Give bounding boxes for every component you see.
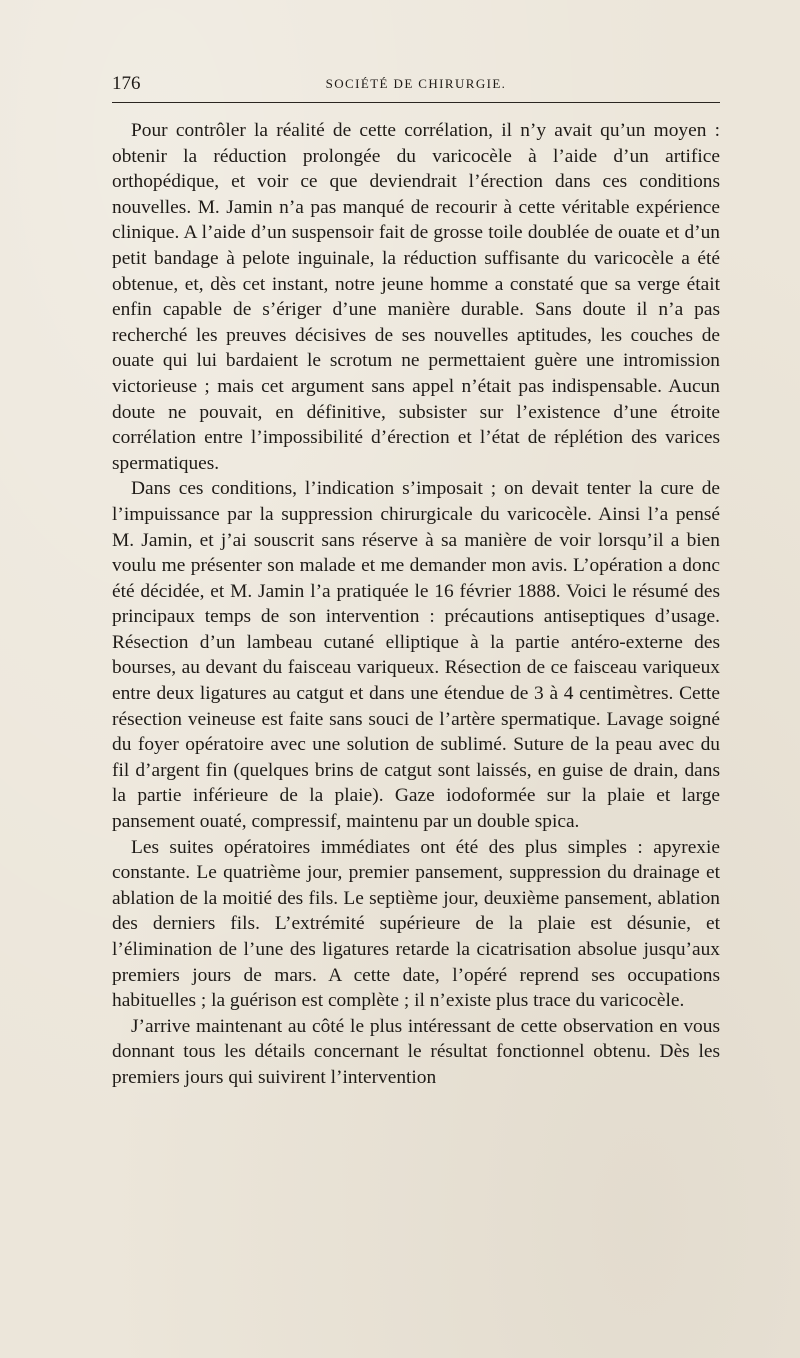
body-text bbox=[112, 118, 720, 1091]
header-rule bbox=[112, 102, 720, 103]
running-head bbox=[112, 72, 720, 96]
paragraph: Dans ces conditions, l’indication s’imposait ; on devait tenter la cure de l’impuissance par la suppression chirurgicale du varicocèle. Ainsi l’a pensé M. Jamin, et j’ai souscrit sans réserve à sa manière de voir lorsqu’il a bien voulu me présenter son malade et me demander mon avis. L’opération a donc été décidée, et M. Jamin l’a pratiquée le 16 février 1888. Voici le résumé des principaux temps de son intervention : précautions antiseptiques d’usage. Résection d’un lambeau cutané elliptique à la partie antéro-externe des bourses, au devant du faisceau variqueux. Résection de ce faisceau variqueux entre deux ligatures au catgut et dans une étendue de 3 à 4 centimètres. Cette résection veineuse est faite sans souci de l’artère spermatique. Lavage soigné du foyer opératoire avec une solution de sublimé. Suture de la peau avec du fil d’argent fin (quelques brins de catgut sont laissés, en guise de drain, dans la partie inférieure de la plaie). Gaze iodoformée sur la plaie et large pansement ouaté, compressif, maintenu par un double spica. bbox=[112, 478, 720, 833]
paragraph: J’arrive maintenant au côté le plus intéressant de cette observation en vous donnant tous les détails concernant le résultat fonctionnel obtenu. Dès les premiers jours qui suivirent l’intervention bbox=[112, 1015, 720, 1088]
page-number: 176 bbox=[112, 73, 141, 94]
paragraph: Les suites opératoires immédiates ont été des plus simples : apyrexie constante. Le quatrième jour, premier pansement, suppression du drainage et ablation de la moitié des fils. Le septième jour, deuxième pansement, ablation des derniers fils. L’extrémité supérieure de la plaie est désunie, et l’élimination de l’une des ligatures retarde la cicatrisation absolue jusqu’aux premiers jours de mars. A cette date, l’opéré reprend ses occupations habituelles ; la guérison est complète ; il n’existe plus trace du varicocèle. bbox=[112, 836, 720, 1012]
paragraph: Pour contrôler la réalité de cette corrélation, il n’y avait qu’un moyen : obtenir la réduction prolongée du varicocèle à l’aide d’un artifice orthopédique, et voir ce que deviendrait l’érection dans ces conditions nouvelles. M. Jamin n’a pas manqué de recourir à cette véritable expérience clinique. A l’aide d’un suspensoir fait de grosse toile doublée de ouate et d’un petit bandage à pelote inguinale, la réduction suffisante du varicocèle a été obtenue, et, dès cet instant, notre jeune homme a constaté que sa verge était enfin capable de s’ériger d’une manière durable. Sans doute il n’a pas recherché les preuves décisives de ses nouvelles aptitudes, les couches de ouate qui lui bardaient le scrotum ne permettaient guère une intromission victorieuse ; mais cet argument sans appel n’était pas indispensable. Aucun doute ne pouvait, en définitive, subsister sur l’existence d’une étroite corrélation entre l’impossibilité d’érection et l’état de réplétion des varices spermatiques. bbox=[112, 120, 720, 474]
running-title: SOCIÉTÉ DE CHIRURGIE. bbox=[325, 76, 507, 91]
